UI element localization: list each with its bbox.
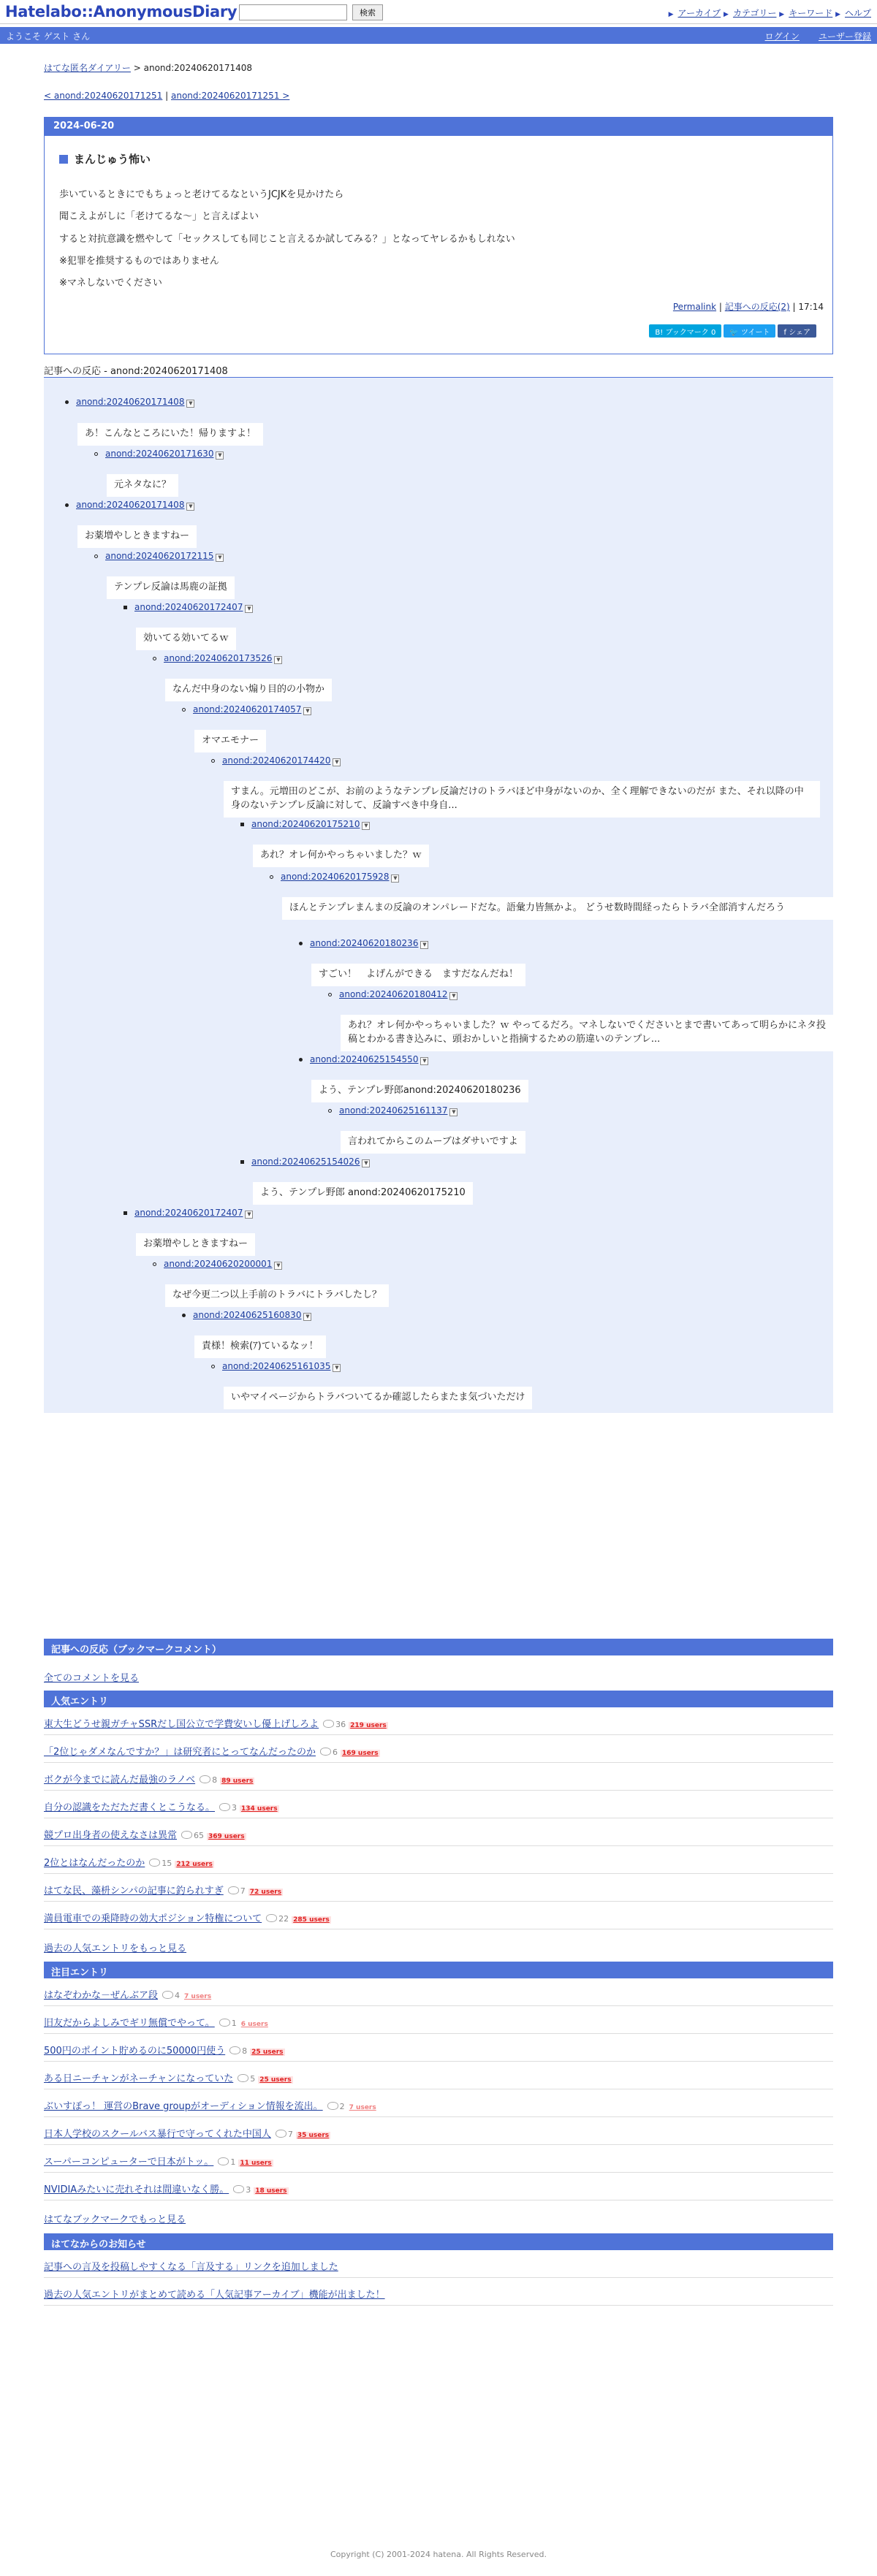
notable-header: 注目エントリ [44,1962,833,1978]
entry-row [44,2062,833,2089]
entry-title[interactable] [59,151,151,167]
comment-icon [200,1775,210,1783]
entry-link[interactable]: 旧友だからよしみでギリ無償でやって。 [44,2018,215,2029]
more-popular-link[interactable]: 過去の人気エントリをもっと見る [44,1943,187,1954]
dropdown-menu-icon[interactable]: ▼ [391,874,399,883]
comment-icon [219,1803,230,1811]
reaction-bubble: あれ？オレ何かやっちゃいました？ｗ やってるだろ。マネしないでくださいとまで書いてあって明らかにネタ投稿とわかる書き込みに、頭おかしいと指摘するための筋違いのテンプレ... [341,1015,835,1051]
entry-row [44,1818,833,1846]
entry-row [44,2117,833,2145]
news-header: はてなからのお知らせ [44,2233,833,2250]
entry-link[interactable]: スーパーコンピューターで日本がトッ。 [44,2157,214,2168]
reaction-bubble: お薬増やしときますねー [77,525,197,548]
reaction-bubble: あ！こんなところにいた！帰りますよ！ [77,423,263,446]
reaction-link[interactable]: anond:20240620175210 [251,819,360,829]
reaction-link[interactable]: anond:20240620180236 [310,938,419,948]
reaction-link[interactable]: anond:20240620180412 [339,989,448,999]
entry-row [44,1735,833,1763]
archive-icon: ▶ [668,11,674,18]
reaction-bubble: ほんとテンプレまんまの反論のオンパレードだな。語彙力皆無かよ。 どうせ数時間経ったらトラバ全部消すんだろう [282,897,877,920]
share-buttons [647,324,816,339]
comment-count[interactable]: 7 [276,2130,293,2139]
bullet-icon [240,1160,244,1164]
bookmark-users-badge[interactable]: 18 users [255,2187,287,2195]
login-link[interactable]: ログイン [764,31,800,42]
comment-icon [320,1748,331,1756]
help-icon: ▶ [835,11,840,18]
bullet-icon [65,503,69,507]
comment-count[interactable]: 22 [266,1914,289,1924]
reaction-header: 記事への反応 - anond:20240620171408 [44,366,228,377]
entry-row [44,2034,833,2062]
comment-icon [327,2102,338,2110]
bookmark-users-badge[interactable]: 25 users [259,2076,292,2084]
bookmark-count: 0 [710,329,716,337]
comment-icon [229,2046,240,2054]
entry-row [44,1707,833,1735]
dropdown-menu-icon[interactable]: ▼ [216,554,224,562]
reaction-bubble: いやマイページからトラバついてるか確認したらまたま気づいただけ [224,1387,532,1409]
reaction-bubble: 責様！検索(ｱ)ているなッ！ [194,1335,326,1358]
comment-count[interactable]: 5 [238,2074,255,2084]
comment-icon [219,2019,230,2027]
reaction-link[interactable]: anond:20240620171408 [76,500,185,510]
bookmark-users-badge[interactable]: 35 users [297,2132,330,2139]
news-item [44,2278,833,2306]
reaction-link[interactable]: anond:20240620174420 [222,755,331,766]
dropdown-menu-icon[interactable]: ▼ [362,822,370,830]
category-icon: ▶ [724,11,729,18]
dropdown-menu-icon[interactable]: ▼ [245,605,253,613]
news-item [44,2250,833,2278]
comment-count[interactable]: 3 [219,1803,237,1813]
reaction-bubble: よう、テンプレ野郎 anond:20240620175210 [253,1182,473,1205]
entry-row [44,1902,833,1929]
reaction-link[interactable]: anond:20240620171630 [105,449,214,459]
comment-icon [149,1859,160,1867]
bookmark-comments-header: 記事への反応（ブックマークコメント） [44,1639,833,1655]
welcome-text: ようこそ ゲスト さん [6,31,91,42]
copyright: Copyright (C) 2001-2024 hatena. All Rights Reserved. [330,2550,547,2559]
entry-row [44,2173,833,2200]
keyword-icon: ▶ [779,11,785,18]
reaction-bubble: 言われてからこのムーブはダサいですよ [341,1131,525,1154]
reaction-link[interactable]: anond:20240620174057 [193,704,302,715]
bookmark-users-badge[interactable]: 169 users [342,1750,379,1757]
bullet-icon [65,400,69,404]
nav-category[interactable]: カテゴリー [732,8,777,18]
reaction-item [339,1105,458,1116]
bullet-icon [240,823,244,826]
entry-link[interactable]: ある日ニーチャンがネーチャンになっていた [44,2073,234,2084]
bullet-icon [328,993,332,997]
bullet-icon [153,1262,156,1266]
reaction-link[interactable]: anond:20240625154550 [310,1054,419,1064]
dropdown-menu-icon[interactable]: ▼ [449,992,458,1000]
bookmark-users-badge[interactable]: 89 users [221,1777,254,1785]
bullet-icon [94,555,98,558]
dropdown-menu-icon[interactable]: ▼ [333,1364,341,1372]
entry-date: 2024-06-20 [45,118,832,136]
reaction-item [134,1208,253,1219]
facebook-icon: f [783,329,786,337]
dropdown-menu-icon[interactable]: ▼ [186,503,194,511]
facebook-share-button[interactable] [778,324,816,338]
reaction-item [76,397,194,408]
comment-icon [218,2157,229,2165]
comment-count[interactable]: 1 [219,2019,237,2028]
all-comments-link[interactable]: 全てのコメントを見る [44,1673,140,1684]
reaction-link[interactable]: anond:20240620200001 [164,1259,273,1269]
entry [44,117,833,354]
bullet-icon [182,1314,186,1317]
comment-count[interactable]: 3 [233,2185,251,2195]
entry-link[interactable]: 東大生どうせ親ガチャSSRだし国公立で学費安いし優上げしろよ [44,1719,319,1730]
bookmark-users-badge[interactable]: 25 users [251,2049,284,2056]
breadcrumb-sep: > [130,63,144,73]
reaction-item [134,602,253,613]
bullet-icon [270,875,273,879]
bookmark-users-badge[interactable]: 7 users [349,2104,376,2111]
bookmark-users-badge[interactable]: 7 users [184,1993,212,2000]
reaction-bubble: なんだ中身のない煽り目的の小物か [165,679,332,701]
reaction-link[interactable]: anond:20240620172407 [134,1208,243,1218]
bullet-icon [299,942,303,945]
reaction-bubble: テンプレ反論は馬鹿の証拠 [107,576,235,599]
entry-title-text[interactable]: まんじゅう怖い [74,153,151,166]
reaction-item [193,704,311,715]
entry-body-line: ※犯罪を推奨するものではありません [59,256,219,267]
top-nav [669,7,871,19]
entry-link[interactable]: 500円のポイント貯めるのに50000円使う [44,2046,226,2057]
reaction-bubble: お薬増やしときますねー [136,1233,255,1256]
reaction-bubble: なぜ今更二つ以上手前のトラバにトラバしたし？ [165,1284,389,1307]
entry-row [44,1763,833,1791]
comment-count[interactable]: 7 [228,1886,246,1896]
comment-icon [162,1991,173,1999]
comment-icon [233,2185,244,2193]
reaction-bubble: あれ？オレ何かやっちゃいました？ｗ [253,845,429,867]
bullet-icon [153,657,156,660]
reaction-link[interactable]: anond:20240620175928 [281,872,390,882]
entry-time: 17:14 [798,302,824,312]
bookmark-users-badge[interactable]: 212 users [176,1861,213,1868]
reaction-item [251,819,370,830]
comment-count[interactable]: 36 [323,1720,346,1729]
reaction-bubble: すごい！ よげんができる ますだなんだね！ [311,964,525,986]
dropdown-menu-icon[interactable]: ▼ [245,1211,253,1219]
reaction-link[interactable]: anond:20240625154026 [251,1156,360,1167]
entry-row [44,1791,833,1818]
tweet-label: ツイート [740,329,770,337]
dropdown-menu-icon[interactable]: ▼ [274,1262,282,1270]
dropdown-menu-icon[interactable]: ▼ [420,1057,428,1065]
reaction-item [76,500,194,511]
comment-icon [238,2074,248,2082]
comment-count[interactable]: 4 [162,1991,180,2000]
dropdown-menu-icon[interactable]: ▼ [274,656,282,664]
news-link[interactable]: 過去の人気エントリがまとめて読める「人気記事アーカイブ」機能が出ました！ [44,2290,385,2301]
reaction-item [105,551,224,562]
reaction-item [339,989,458,1000]
entry-link[interactable]: はなぞわかな－ぜんぶア段 [44,1990,159,2001]
comment-icon [323,1720,334,1728]
entry-link[interactable]: ぶいすぽっ！ 運営のBrave groupがオーディション情報を流出。 [44,2101,323,2112]
comment-count[interactable]: 6 [320,1748,338,1757]
nav-archive[interactable]: アーカイブ [677,8,721,18]
comment-icon [276,2130,286,2138]
site-logo[interactable]: Hatelabo::AnonymousDiary [5,3,238,20]
reaction-bubble: オマエモナー [194,730,266,752]
reaction-item [222,755,341,766]
entry-link[interactable]: ボクが今までに読んだ最強のラノベ [44,1775,196,1786]
entry-link[interactable]: 満員電車での乗降時の効大ポジション特権について [44,1913,262,1924]
comment-count[interactable]: 65 [181,1831,204,1840]
entry-link[interactable]: 2位とはなんだったのか [44,1858,145,1869]
entry-body-line: ※マネしないでください [59,278,162,289]
dropdown-menu-icon[interactable]: ▼ [449,1108,458,1116]
dropdown-menu-icon[interactable]: ▼ [303,707,311,715]
entry-link[interactable]: 自分の認識をただただ書くとこうなる。 [44,1802,216,1813]
reaction-link[interactable]: anond:20240620172407 [134,602,243,612]
dropdown-menu-icon[interactable]: ▼ [186,400,194,408]
dropdown-menu-icon[interactable]: ▼ [216,451,224,460]
hatena-bookmark-button[interactable] [649,324,721,338]
breadcrumb-home[interactable]: はてな匿名ダイアリー [44,63,131,73]
comment-count[interactable]: 15 [149,1859,172,1868]
next-entry-link[interactable]: anond:20240620171251 > [171,91,290,101]
reactions-link[interactable]: 記事への反応(2) [724,302,790,312]
reaction-item [164,1259,282,1270]
reaction-link[interactable]: anond:20240625160830 [193,1310,302,1320]
user-bar [0,27,877,44]
reaction-link[interactable]: anond:20240620173526 [164,653,273,663]
bookmark-users-badge[interactable]: 72 users [249,1889,282,1896]
bullet-icon [124,1211,127,1215]
nav-keyword[interactable]: キーワード [789,8,833,18]
bullet-icon [299,1058,303,1062]
comment-count[interactable]: 2 [327,2102,345,2111]
dropdown-menu-icon[interactable]: ▼ [333,758,341,766]
reaction-link[interactable]: anond:20240625161035 [222,1361,331,1371]
comment-count[interactable]: 1 [218,2157,235,2167]
bullet-icon [94,452,98,456]
comment-count[interactable]: 8 [229,2046,247,2056]
dropdown-menu-icon[interactable]: ▼ [303,1313,311,1321]
reaction-item [310,938,428,949]
reaction-item [251,1156,370,1167]
reaction-item [164,653,282,664]
reaction-item [310,1054,428,1065]
entry-row [44,2089,833,2117]
top-bar [0,0,877,24]
share-label: シェア [789,329,810,337]
reaction-bubble: すまん。元増田のどこが、お前のようなテンプレ反論だけのトラバほど中身がないのか、全く理解できないのだが また、それ以降の中身のないテンプレ反論に対して、反論すべき中身自... [224,781,820,818]
search-button[interactable]: 検索 [352,4,383,20]
bookmark-users-badge[interactable]: 6 users [240,2021,268,2028]
bookmark-more-link[interactable]: はてなブックマークでもっと見る [44,2214,186,2225]
permalink-link[interactable]: Permalink [672,302,717,312]
reaction-bubble: 元ネタなに？ [107,474,178,497]
bullet-icon [182,708,186,712]
breadcrumb [44,61,252,74]
bookmark-label: B! ブックマーク [655,329,709,337]
breadcrumb-current: anond:20240620171408 [143,63,253,73]
entry-link[interactable]: 「2位じゃダメなんですか？」は研究者にとってなんだったのか [44,1747,316,1758]
comment-icon [181,1831,192,1839]
dropdown-menu-icon[interactable]: ▼ [420,941,428,949]
comment-count[interactable]: 8 [200,1775,217,1785]
reaction-item [105,449,224,460]
entry-body-line: 歩いているときにでもちょっと老けてるなというJCJKを見かけたら [59,189,344,200]
entry-body-line: すると対抗意識を燃やして「セックスしても同じこと言えるか試してみる？」となってヤレるかもしれない [59,234,515,245]
reaction-bubble: よう、テンプレ野郎anond:20240620180236 [311,1080,528,1102]
entry-link[interactable]: はてな民、藻枡シンパの記事に釣られすぎ [44,1886,224,1897]
bookmark-users-badge[interactable]: 285 users [293,1916,330,1924]
title-square-icon [59,155,68,164]
bookmark-users-badge[interactable]: 219 users [350,1722,387,1729]
nav-help[interactable]: ヘルプ [844,8,871,18]
entry-footer: Permalink | 記事への反応(2) | 17:14 [672,302,824,312]
reaction-tree [44,377,833,1413]
reaction-link[interactable]: anond:20240625161137 [339,1105,448,1116]
reaction-bubble: 効いてる効いてるｗ [136,628,236,650]
pager [44,91,289,101]
bookmark-users-badge[interactable]: 134 users [241,1805,278,1813]
entry-row [44,2145,833,2173]
reaction-item [193,1310,311,1321]
entry-row [44,1874,833,1902]
dropdown-menu-icon[interactable]: ▼ [362,1159,370,1167]
search-input[interactable] [239,4,347,20]
reaction-link[interactable]: anond:20240620172115 [105,551,214,561]
entry-row [44,2006,833,2034]
entry-link[interactable]: 日本人学校のスクールバス暴行で守ってくれた中国人 [44,2129,271,2140]
reaction-item [222,1361,341,1372]
bullet-icon [211,1365,215,1368]
bullet-icon [328,1109,332,1113]
entry-body-line: 聞こえよがしに「老けてるな～」と言えばよい [59,211,259,222]
bullet-icon [211,759,215,763]
bookmark-users-badge[interactable]: 369 users [208,1833,245,1840]
news-link[interactable]: 記事への言及を投稿しやすくなる「言及する」リンクを追加しました [44,2262,338,2273]
tweet-button[interactable] [724,324,775,338]
comment-icon [266,1914,277,1922]
entry-row [44,1846,833,1874]
comment-icon [228,1886,239,1894]
bullet-icon [124,606,127,609]
entry-link[interactable]: 競プロ出身者の使えなさは異常 [44,1830,178,1841]
entry-link[interactable]: NVIDIAみたいに売れそれは間違いなく勝。 [44,2184,229,2195]
reaction-link[interactable]: anond:20240620171408 [76,397,185,407]
twitter-icon: 🐦 [729,329,739,337]
pager-sep: | [162,91,171,101]
reaction-item [281,872,399,883]
prev-entry-link[interactable]: < anond:20240620171251 [44,91,163,101]
bookmark-users-badge[interactable]: 11 users [240,2160,272,2167]
register-link[interactable]: ユーザー登録 [818,31,871,42]
popular-header: 人気エントリ [44,1691,833,1707]
entry-row [44,1978,833,2006]
